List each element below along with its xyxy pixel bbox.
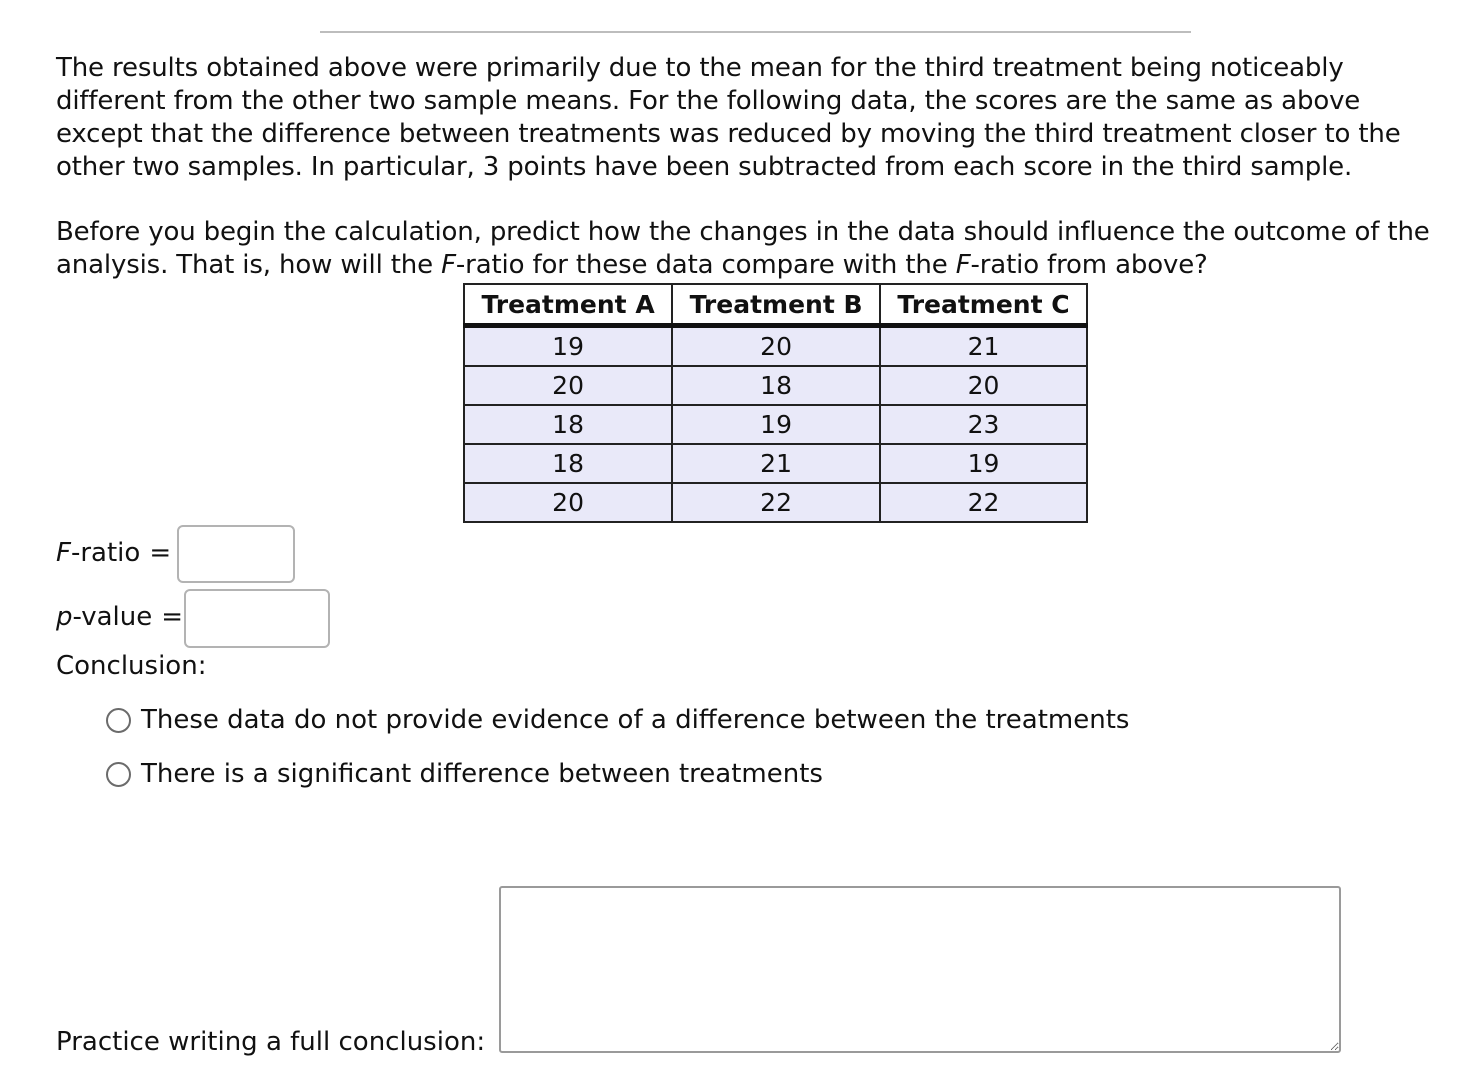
intro-paragraph: The results obtained above were primarily due to the mean for the third treatment being noticeably different from the other two sample means. For the following data, the scores are the same as above except that the difference between treatments was reduced by moving the third treatment closer to the other two samples. In particular, 3 points have been subtracted from each score in the third sample. [56,53,1401,182]
fratio-label-text: -ratio [70,538,141,568]
table-cell: 21 [880,326,1087,367]
prediction-text-2: -ratio for these data compare with the [455,250,956,280]
table-row [464,326,1087,367]
radio-button-no-evidence[interactable] [106,708,131,733]
conclusion-option-no-evidence[interactable] [106,705,1129,735]
table-cell: 20 [672,326,880,367]
table-cell: 23 [880,405,1087,444]
fratio-equals: = [149,538,172,568]
conclusion-label: Conclusion: [56,651,207,681]
fratio-symbol: F [56,538,71,568]
table-cell: 19 [880,444,1087,483]
prediction-paragraph [56,216,1451,282]
fratio-label [56,538,171,568]
conclusion-option-label: These data do not provide evidence of a difference between the treatments [141,705,1130,735]
table-cell: 18 [464,444,672,483]
pvalue-label [56,602,183,632]
table-cell: 20 [880,366,1087,405]
fratio-input[interactable] [177,525,295,583]
top-divider [320,31,1191,33]
table-cell: 22 [672,483,880,522]
table-cell: 21 [672,444,880,483]
table-row [464,405,1087,444]
table-cell: 19 [464,326,672,367]
conclusion-option-label: There is a significant difference between treatments [141,759,823,789]
table-header-row [464,284,1087,326]
f-symbol-1: F [441,250,456,280]
header-treatment-a: Treatment A [464,284,672,326]
conclusion-option-significant[interactable] [106,759,823,789]
practice-conclusion-label: Practice writing a full conclusion: [56,1027,486,1057]
f-symbol-2: F [955,250,971,280]
pvalue-input[interactable] [184,589,330,648]
pvalue-symbol: p [56,602,73,632]
table-row [464,483,1087,522]
pvalue-label-text: -value [72,602,153,632]
table-cell: 20 [464,483,672,522]
header-treatment-b: Treatment B [672,284,880,326]
table-cell: 18 [464,405,672,444]
practice-conclusion-textarea[interactable] [499,886,1341,1053]
treatment-data-table [463,283,1088,523]
pvalue-equals: = [161,602,184,632]
header-treatment-c: Treatment C [880,284,1087,326]
table-row [464,366,1087,405]
radio-button-significant[interactable] [106,762,131,787]
prediction-text-3: -ratio from above? [970,250,1208,280]
table-row [464,444,1087,483]
table-cell: 18 [672,366,880,405]
table-cell: 19 [672,405,880,444]
table-cell: 22 [880,483,1087,522]
table-cell: 20 [464,366,672,405]
prediction-text-1: Before you begin the calculation, predict how the changes in the data should influence the outcome of the analysis. That is, how will the [56,217,1430,280]
